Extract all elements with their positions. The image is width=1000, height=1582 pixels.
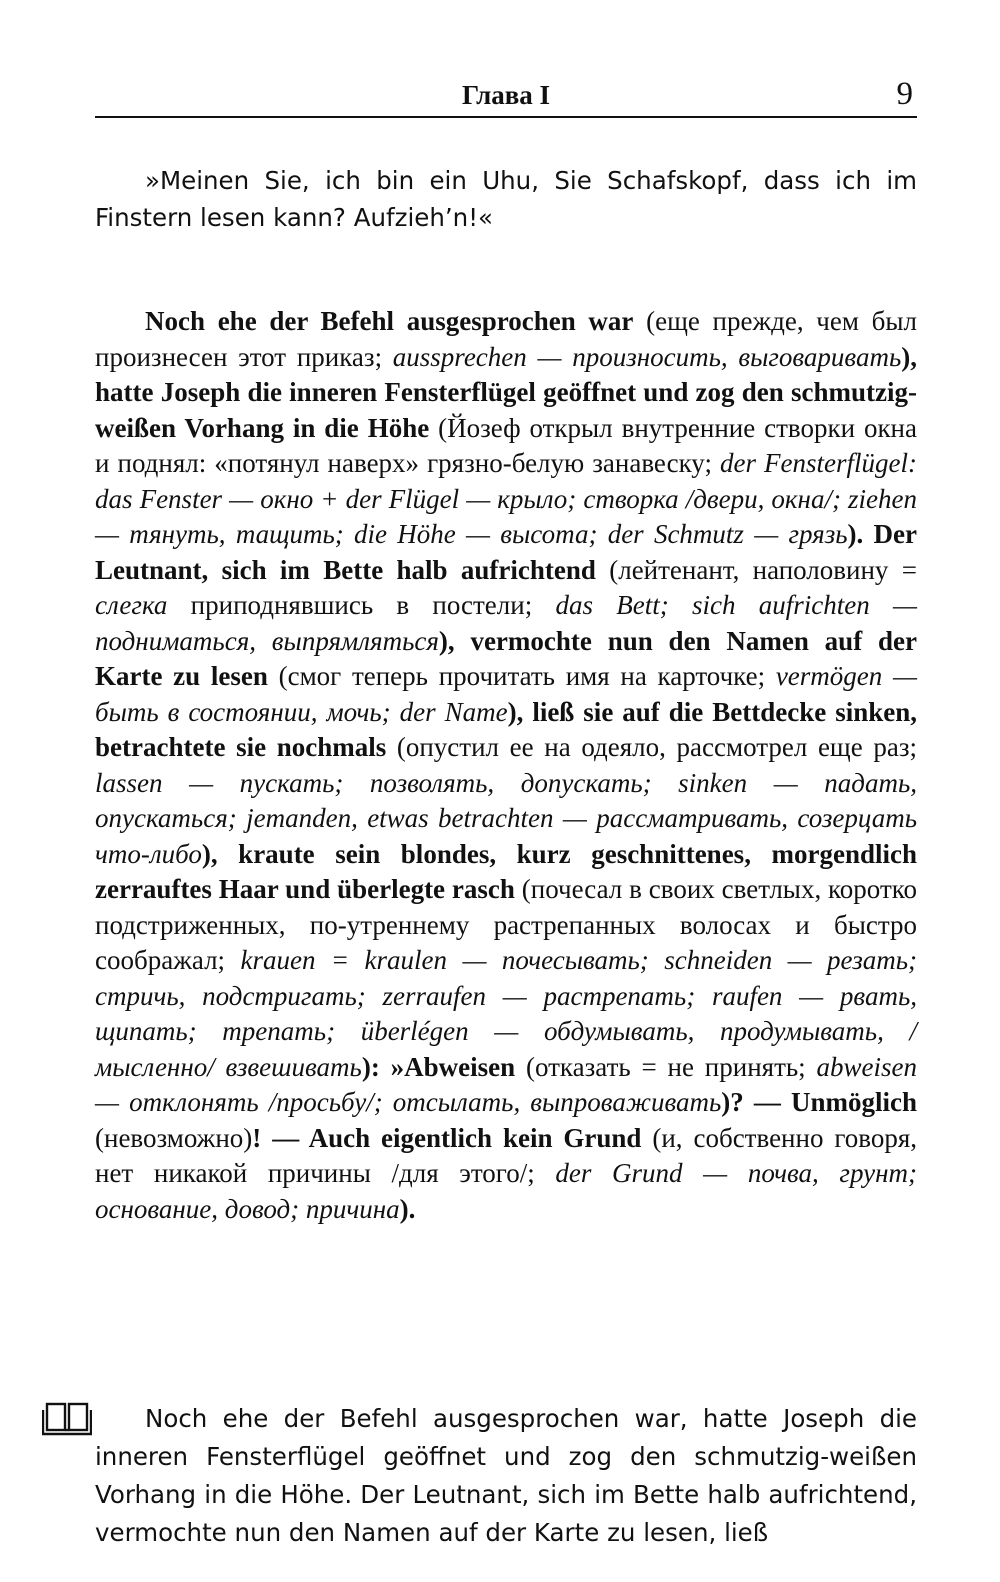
- reading-passage: Noch ehe der Befehl ausgesprochen war, hatte Joseph die inneren Fensterflügel geöffnet und zog den schmutzig-weißen Vorhang in die Höhe. Der Leutnant, sich im Bette halb aufrichtend, vermochte nun den Namen auf der Karte zu lesen, ließ: [95, 1404, 917, 1547]
- german-phrase: ), vermochte nun den Namen auf der Karte zu lesen: [95, 625, 917, 691]
- gloss-italic: das Bett; sich aufrichten — подниматься, выпрямляться: [95, 590, 917, 656]
- chapter-title: Глава I: [461, 80, 551, 110]
- open-book-icon: [42, 1402, 92, 1436]
- german-phrase: ! — Auch eigentlich kein Grund: [252, 1122, 642, 1153]
- annotated-commentary: [95, 304, 917, 1227]
- gloss-italic: vermögen — быть в состоянии, мочь; der Name: [95, 661, 918, 727]
- translation-text: (опустил ее на одеяло, рассмотрел еще раз;: [386, 732, 918, 762]
- gloss-italic: aussprechen — произносить, выговаривать: [392, 341, 902, 372]
- gloss-italic: krauen = kraulen — почесывать; schneiden — резать; стричь, подстригать; zerraufen — растрепать; raufen — рвать, щипать; трепать; überlégen — обдумывать, продумывать, /мысленно/ взвешивать: [95, 945, 917, 1082]
- original-quote: »Meinen Sie, ich bin ein Uhu, Sie Schafskopf, dass ich im Finstern lesen kann? Aufzieh’n!«: [95, 166, 917, 232]
- translation-text: (невозможно): [95, 1122, 253, 1153]
- german-phrase: ), ließ sie auf die Bettdecke sinken, betrachtete sie nochmals: [95, 696, 917, 762]
- german-phrase: Noch ehe der Befehl ausgesprochen war: [145, 306, 634, 336]
- translation-text: (Йозеф открыл внутренние створки окна и поднял: «потянул наверх» грязно-белую занавеску;: [95, 412, 917, 478]
- translation-text: (отказать = не принять;: [515, 1051, 817, 1082]
- gloss-italic: abweisen — отклонять /просьбу/; отсылать, выпроваживать: [95, 1051, 917, 1117]
- gloss-italic: der Grund — почва, грунт; основание, довод; причина: [95, 1158, 917, 1224]
- german-phrase: ), hatte Joseph die inneren Fensterflügel geöffnet und zog den schmutzig-weißen Vorhang in die Höhe: [95, 341, 918, 443]
- german-phrase: ).: [399, 1193, 416, 1224]
- gloss-italic: lassen — пускать; позволять, допускать; sinken — падать, опускаться; jemanden, etwas betrachten — рассматривать, созерцать что-либо: [95, 767, 917, 869]
- german-phrase: ): »Abweisen: [361, 1051, 516, 1082]
- german-phrase: ), kraute sein blondes, kurz geschnittenes, morgendlich zerrauftes Haar und überlegte rasch: [95, 838, 917, 904]
- translation-text: (почесал в своих светлых, коротко подстриженных, по-утреннему растрепанных волосах и быстро соображал;: [95, 874, 917, 975]
- translation-text: (и, собственно говоря, нет никакой причины /для этого/;: [95, 1122, 917, 1188]
- running-header: [95, 76, 917, 118]
- translation-text: (еще прежде, чем был произнесен этот приказ;: [95, 306, 917, 372]
- translation-text: (лейтенант, наполовину =: [595, 554, 917, 585]
- german-phrase: )? — Unmöglich: [721, 1087, 918, 1117]
- gloss-italic: слегка: [95, 590, 168, 620]
- translation-text: приподнявшись в постели;: [167, 590, 556, 620]
- german-phrase: ). Der Leutnant, sich im Bette halb aufrichtend: [95, 519, 917, 585]
- translation-text: (смог теперь прочитать имя на карточке;: [267, 661, 776, 691]
- gloss-italic: der Fensterflügel: das Fenster — окно + der Flügel — крыло; створка /двери, окна/; ziehen — тянуть, тащить; die Höhe — высота; der Schmutz — грязь: [95, 448, 917, 549]
- page-number: 9: [896, 76, 913, 112]
